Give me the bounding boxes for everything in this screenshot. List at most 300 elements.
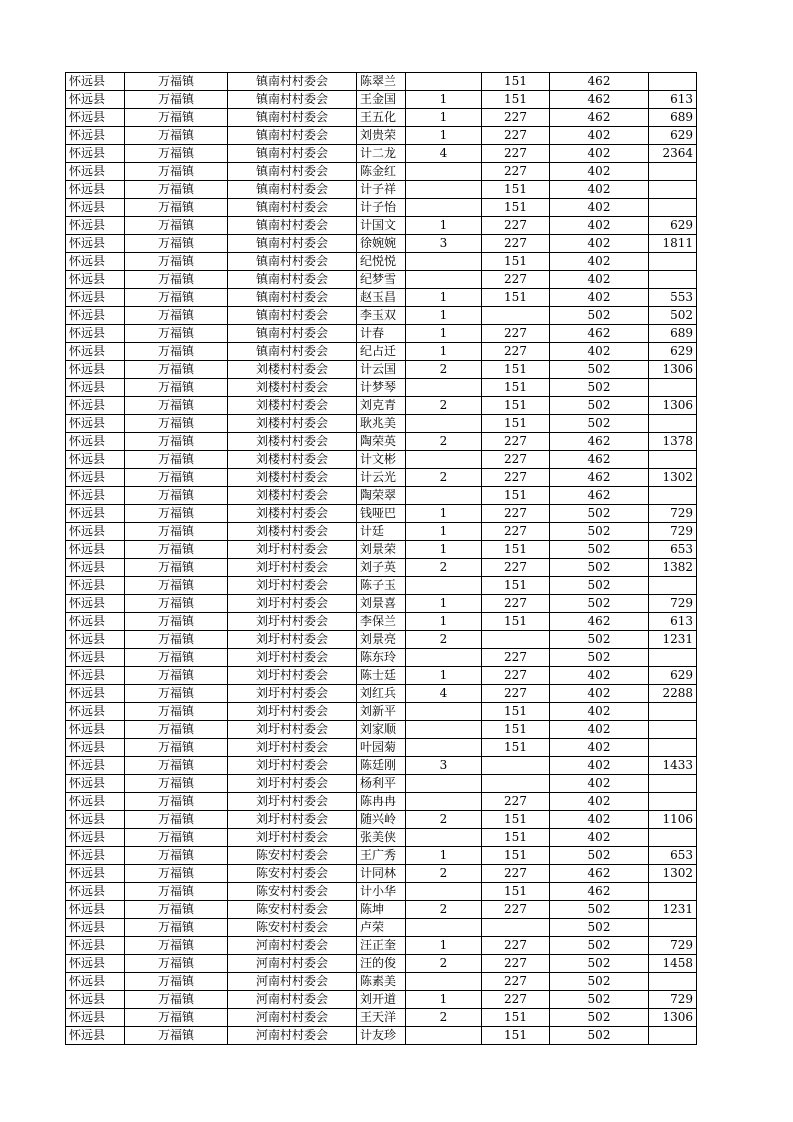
village-cell: 刘楼村村委会: [228, 451, 357, 469]
town-cell: 万福镇: [125, 109, 228, 127]
table-row: [66, 577, 697, 595]
amount-a-cell: 227: [482, 271, 550, 289]
village-cell: 镇南村村委会: [228, 271, 357, 289]
amount-b-cell: 402: [550, 217, 649, 235]
county-cell: 怀远县: [66, 793, 125, 811]
amount-a-cell: 151: [482, 361, 550, 379]
amount-a-cell: 227: [482, 955, 550, 973]
amount-a-cell: 227: [482, 991, 550, 1009]
name-cell: 王天洋: [357, 1009, 406, 1027]
county-cell: 怀远县: [66, 865, 125, 883]
town-cell: 万福镇: [125, 721, 228, 739]
amount-b-cell: 462: [550, 451, 649, 469]
town-cell: 万福镇: [125, 847, 228, 865]
name-cell: 刘红兵: [357, 685, 406, 703]
town-cell: 万福镇: [125, 235, 228, 253]
town-cell: 万福镇: [125, 919, 228, 937]
total-cell: 1378: [649, 433, 697, 451]
county-cell: 怀远县: [66, 1009, 125, 1027]
county-cell: 怀远县: [66, 577, 125, 595]
amount-a-cell: [482, 631, 550, 649]
total-cell: 553: [649, 289, 697, 307]
amount-a-cell: 227: [482, 343, 550, 361]
name-cell: 计子怡: [357, 199, 406, 217]
amount-b-cell: 402: [550, 793, 649, 811]
total-cell: [649, 829, 697, 847]
name-cell: 张美侠: [357, 829, 406, 847]
count-cell: [406, 919, 482, 937]
count-cell: [406, 649, 482, 667]
name-cell: 纪梦雪: [357, 271, 406, 289]
village-cell: 刘楼村村委会: [228, 469, 357, 487]
village-cell: 刘圩村村委会: [228, 685, 357, 703]
name-cell: 刘子英: [357, 559, 406, 577]
total-cell: 1382: [649, 559, 697, 577]
count-cell: 1: [406, 127, 482, 145]
county-cell: 怀远县: [66, 217, 125, 235]
table-row: [66, 901, 697, 919]
count-cell: 2: [406, 901, 482, 919]
count-cell: 2: [406, 811, 482, 829]
name-cell: 陶荣英: [357, 433, 406, 451]
table-row: [66, 451, 697, 469]
amount-a-cell: 151: [482, 811, 550, 829]
table-row: [66, 109, 697, 127]
total-cell: [649, 253, 697, 271]
table-row: [66, 649, 697, 667]
amount-a-cell: 151: [482, 289, 550, 307]
name-cell: 陈东玲: [357, 649, 406, 667]
table-row: [66, 343, 697, 361]
amount-a-cell: 227: [482, 937, 550, 955]
amount-b-cell: 462: [550, 91, 649, 109]
village-cell: 刘圩村村委会: [228, 829, 357, 847]
village-cell: 刘圩村村委会: [228, 559, 357, 577]
village-cell: 刘楼村村委会: [228, 397, 357, 415]
county-cell: 怀远县: [66, 775, 125, 793]
amount-a-cell: 227: [482, 685, 550, 703]
table-row: [66, 757, 697, 775]
count-cell: [406, 739, 482, 757]
county-cell: 怀远县: [66, 811, 125, 829]
table-row: [66, 217, 697, 235]
count-cell: 1: [406, 847, 482, 865]
amount-b-cell: 402: [550, 811, 649, 829]
town-cell: 万福镇: [125, 991, 228, 1009]
total-cell: 1231: [649, 901, 697, 919]
total-cell: [649, 379, 697, 397]
county-cell: 怀远县: [66, 883, 125, 901]
total-cell: 2364: [649, 145, 697, 163]
village-cell: 镇南村村委会: [228, 289, 357, 307]
amount-b-cell: 502: [550, 523, 649, 541]
village-cell: 刘楼村村委会: [228, 415, 357, 433]
total-cell: 629: [649, 667, 697, 685]
county-cell: 怀远县: [66, 361, 125, 379]
county-cell: 怀远县: [66, 631, 125, 649]
amount-a-cell: 151: [482, 613, 550, 631]
name-cell: 陶荣翠: [357, 487, 406, 505]
county-cell: 怀远县: [66, 163, 125, 181]
table-row: [66, 685, 697, 703]
total-cell: 629: [649, 217, 697, 235]
count-cell: 2: [406, 469, 482, 487]
amount-a-cell: 227: [482, 649, 550, 667]
total-cell: 729: [649, 595, 697, 613]
name-cell: 刘家顺: [357, 721, 406, 739]
amount-b-cell: 502: [550, 991, 649, 1009]
amount-a-cell: 227: [482, 163, 550, 181]
amount-b-cell: 402: [550, 271, 649, 289]
amount-a-cell: 227: [482, 865, 550, 883]
town-cell: 万福镇: [125, 829, 228, 847]
amount-b-cell: 402: [550, 181, 649, 199]
total-cell: 629: [649, 343, 697, 361]
amount-a-cell: 227: [482, 325, 550, 343]
total-cell: 653: [649, 847, 697, 865]
total-cell: [649, 199, 697, 217]
county-cell: 怀远县: [66, 397, 125, 415]
amount-a-cell: 151: [482, 721, 550, 739]
village-cell: 刘圩村村委会: [228, 613, 357, 631]
total-cell: 1811: [649, 235, 697, 253]
count-cell: 1: [406, 667, 482, 685]
amount-a-cell: 151: [482, 739, 550, 757]
name-cell: 计梦琴: [357, 379, 406, 397]
county-cell: 怀远县: [66, 379, 125, 397]
name-cell: 计文彬: [357, 451, 406, 469]
town-cell: 万福镇: [125, 217, 228, 235]
town-cell: 万福镇: [125, 451, 228, 469]
count-cell: 1: [406, 217, 482, 235]
name-cell: 叶园菊: [357, 739, 406, 757]
name-cell: 陈廷刚: [357, 757, 406, 775]
count-cell: 1: [406, 595, 482, 613]
name-cell: 纪占迁: [357, 343, 406, 361]
count-cell: [406, 415, 482, 433]
village-cell: 刘圩村村委会: [228, 541, 357, 559]
amount-b-cell: 402: [550, 289, 649, 307]
town-cell: 万福镇: [125, 271, 228, 289]
count-cell: 3: [406, 235, 482, 253]
village-cell: 陈安村村委会: [228, 865, 357, 883]
amount-b-cell: 402: [550, 721, 649, 739]
total-cell: [649, 271, 697, 289]
county-cell: 怀远县: [66, 145, 125, 163]
name-cell: 计子祥: [357, 181, 406, 199]
village-cell: 河南村村委会: [228, 973, 357, 991]
town-cell: 万福镇: [125, 865, 228, 883]
total-cell: 1302: [649, 865, 697, 883]
town-cell: 万福镇: [125, 667, 228, 685]
town-cell: 万福镇: [125, 289, 228, 307]
amount-a-cell: 151: [482, 91, 550, 109]
count-cell: [406, 829, 482, 847]
village-cell: 镇南村村委会: [228, 91, 357, 109]
county-cell: 怀远县: [66, 451, 125, 469]
name-cell: 徐婉婉: [357, 235, 406, 253]
count-cell: [406, 271, 482, 289]
table-row: [66, 937, 697, 955]
village-cell: 刘楼村村委会: [228, 505, 357, 523]
amount-a-cell: [482, 775, 550, 793]
count-cell: [406, 775, 482, 793]
name-cell: 计廷: [357, 523, 406, 541]
total-cell: 1433: [649, 757, 697, 775]
town-cell: 万福镇: [125, 163, 228, 181]
name-cell: 纪悦悦: [357, 253, 406, 271]
amount-a-cell: 151: [482, 847, 550, 865]
table-row: [66, 955, 697, 973]
town-cell: 万福镇: [125, 757, 228, 775]
total-cell: 502: [649, 307, 697, 325]
table-row: [66, 145, 697, 163]
name-cell: 刘景荣: [357, 541, 406, 559]
name-cell: 汪的俊: [357, 955, 406, 973]
village-cell: 镇南村村委会: [228, 253, 357, 271]
name-cell: 耿兆美: [357, 415, 406, 433]
count-cell: 1: [406, 523, 482, 541]
town-cell: 万福镇: [125, 631, 228, 649]
amount-a-cell: 151: [482, 703, 550, 721]
name-cell: 陈金红: [357, 163, 406, 181]
county-cell: 怀远县: [66, 325, 125, 343]
total-cell: [649, 739, 697, 757]
amount-b-cell: 402: [550, 775, 649, 793]
village-cell: 刘楼村村委会: [228, 361, 357, 379]
amount-a-cell: 227: [482, 127, 550, 145]
amount-a-cell: 227: [482, 217, 550, 235]
village-cell: 刘圩村村委会: [228, 811, 357, 829]
amount-b-cell: 502: [550, 1027, 649, 1045]
name-cell: 陈子玉: [357, 577, 406, 595]
town-cell: 万福镇: [125, 883, 228, 901]
name-cell: 王五化: [357, 109, 406, 127]
count-cell: 1: [406, 325, 482, 343]
name-cell: 李保兰: [357, 613, 406, 631]
name-cell: 计国文: [357, 217, 406, 235]
amount-b-cell: 502: [550, 361, 649, 379]
county-cell: 怀远县: [66, 595, 125, 613]
count-cell: [406, 721, 482, 739]
village-cell: 河南村村委会: [228, 1027, 357, 1045]
total-cell: 653: [649, 541, 697, 559]
village-cell: 刘圩村村委会: [228, 577, 357, 595]
county-cell: 怀远县: [66, 343, 125, 361]
county-cell: 怀远县: [66, 253, 125, 271]
total-cell: [649, 703, 697, 721]
total-cell: [649, 181, 697, 199]
total-cell: [649, 1027, 697, 1045]
county-cell: 怀远县: [66, 73, 125, 91]
total-cell: [649, 721, 697, 739]
table-row: [66, 163, 697, 181]
amount-a-cell: [482, 919, 550, 937]
village-cell: 刘圩村村委会: [228, 703, 357, 721]
name-cell: 计小华: [357, 883, 406, 901]
county-cell: 怀远县: [66, 721, 125, 739]
village-cell: 镇南村村委会: [228, 109, 357, 127]
name-cell: 刘新平: [357, 703, 406, 721]
village-cell: 刘圩村村委会: [228, 775, 357, 793]
county-cell: 怀远县: [66, 199, 125, 217]
name-cell: 卢荣: [357, 919, 406, 937]
amount-b-cell: 502: [550, 577, 649, 595]
village-cell: 镇南村村委会: [228, 307, 357, 325]
amount-a-cell: 151: [482, 487, 550, 505]
village-cell: 河南村村委会: [228, 991, 357, 1009]
name-cell: 钱哑巴: [357, 505, 406, 523]
count-cell: [406, 451, 482, 469]
county-cell: 怀远县: [66, 469, 125, 487]
amount-b-cell: 402: [550, 343, 649, 361]
total-cell: 1106: [649, 811, 697, 829]
town-cell: 万福镇: [125, 1009, 228, 1027]
amount-a-cell: 227: [482, 559, 550, 577]
count-cell: 4: [406, 685, 482, 703]
table-row: [66, 127, 697, 145]
amount-b-cell: 462: [550, 109, 649, 127]
count-cell: [406, 1027, 482, 1045]
count-cell: [406, 199, 482, 217]
total-cell: 729: [649, 505, 697, 523]
total-cell: [649, 775, 697, 793]
amount-b-cell: 402: [550, 703, 649, 721]
table-row: [66, 397, 697, 415]
town-cell: 万福镇: [125, 613, 228, 631]
amount-b-cell: 402: [550, 739, 649, 757]
county-cell: 怀远县: [66, 937, 125, 955]
amount-a-cell: 151: [482, 541, 550, 559]
town-cell: 万福镇: [125, 469, 228, 487]
town-cell: 万福镇: [125, 595, 228, 613]
table-row: [66, 811, 697, 829]
count-cell: 1: [406, 505, 482, 523]
amount-b-cell: 462: [550, 469, 649, 487]
name-cell: 刘克青: [357, 397, 406, 415]
amount-a-cell: 227: [482, 451, 550, 469]
amount-b-cell: 502: [550, 595, 649, 613]
amount-a-cell: 151: [482, 1027, 550, 1045]
village-cell: 刘楼村村委会: [228, 433, 357, 451]
village-cell: 镇南村村委会: [228, 325, 357, 343]
village-cell: 镇南村村委会: [228, 145, 357, 163]
amount-a-cell: 227: [482, 505, 550, 523]
town-cell: 万福镇: [125, 397, 228, 415]
county-cell: 怀远县: [66, 955, 125, 973]
name-cell: 陈翠兰: [357, 73, 406, 91]
town-cell: 万福镇: [125, 937, 228, 955]
total-cell: 1306: [649, 1009, 697, 1027]
amount-a-cell: 227: [482, 973, 550, 991]
village-cell: 刘圩村村委会: [228, 793, 357, 811]
town-cell: 万福镇: [125, 343, 228, 361]
village-cell: 刘楼村村委会: [228, 487, 357, 505]
count-cell: [406, 253, 482, 271]
table-row: [66, 325, 697, 343]
amount-b-cell: 502: [550, 379, 649, 397]
village-cell: 刘圩村村委会: [228, 739, 357, 757]
amount-b-cell: 502: [550, 415, 649, 433]
table-row: [66, 469, 697, 487]
table-row: [66, 271, 697, 289]
total-cell: 629: [649, 127, 697, 145]
town-cell: 万福镇: [125, 541, 228, 559]
count-cell: 2: [406, 433, 482, 451]
county-cell: 怀远县: [66, 271, 125, 289]
table-row: [66, 361, 697, 379]
town-cell: 万福镇: [125, 415, 228, 433]
total-cell: 689: [649, 325, 697, 343]
county-cell: 怀远县: [66, 307, 125, 325]
town-cell: 万福镇: [125, 901, 228, 919]
name-cell: 王金国: [357, 91, 406, 109]
count-cell: [406, 973, 482, 991]
amount-a-cell: 227: [482, 469, 550, 487]
count-cell: 1: [406, 937, 482, 955]
village-cell: 陈安村村委会: [228, 847, 357, 865]
town-cell: 万福镇: [125, 955, 228, 973]
town-cell: 万福镇: [125, 361, 228, 379]
amount-b-cell: 462: [550, 613, 649, 631]
county-cell: 怀远县: [66, 289, 125, 307]
name-cell: 陈冉冉: [357, 793, 406, 811]
village-cell: 刘圩村村委会: [228, 631, 357, 649]
count-cell: 1: [406, 91, 482, 109]
amount-b-cell: 502: [550, 397, 649, 415]
amount-b-cell: 502: [550, 847, 649, 865]
count-cell: 4: [406, 145, 482, 163]
amount-b-cell: 502: [550, 919, 649, 937]
table-row: [66, 181, 697, 199]
town-cell: 万福镇: [125, 793, 228, 811]
amount-a-cell: 227: [482, 595, 550, 613]
amount-b-cell: 502: [550, 559, 649, 577]
amount-b-cell: 462: [550, 73, 649, 91]
amount-a-cell: 227: [482, 793, 550, 811]
amount-b-cell: 402: [550, 145, 649, 163]
amount-b-cell: 502: [550, 307, 649, 325]
town-cell: 万福镇: [125, 379, 228, 397]
town-cell: 万福镇: [125, 559, 228, 577]
amount-b-cell: 502: [550, 901, 649, 919]
table-row: [66, 487, 697, 505]
name-cell: 计云光: [357, 469, 406, 487]
amount-a-cell: 227: [482, 667, 550, 685]
amount-b-cell: 502: [550, 1009, 649, 1027]
town-cell: 万福镇: [125, 253, 228, 271]
name-cell: 刘景亮: [357, 631, 406, 649]
county-cell: 怀远县: [66, 667, 125, 685]
town-cell: 万福镇: [125, 811, 228, 829]
town-cell: 万福镇: [125, 505, 228, 523]
county-cell: 怀远县: [66, 487, 125, 505]
town-cell: 万福镇: [125, 487, 228, 505]
town-cell: 万福镇: [125, 1027, 228, 1045]
total-cell: 1458: [649, 955, 697, 973]
table-row: [66, 505, 697, 523]
name-cell: 王广秀: [357, 847, 406, 865]
county-cell: 怀远县: [66, 415, 125, 433]
count-cell: 2: [406, 631, 482, 649]
amount-a-cell: 151: [482, 199, 550, 217]
county-cell: 怀远县: [66, 541, 125, 559]
total-cell: 2288: [649, 685, 697, 703]
village-cell: 镇南村村委会: [228, 235, 357, 253]
amount-b-cell: 462: [550, 433, 649, 451]
name-cell: 陈士廷: [357, 667, 406, 685]
count-cell: 1: [406, 541, 482, 559]
